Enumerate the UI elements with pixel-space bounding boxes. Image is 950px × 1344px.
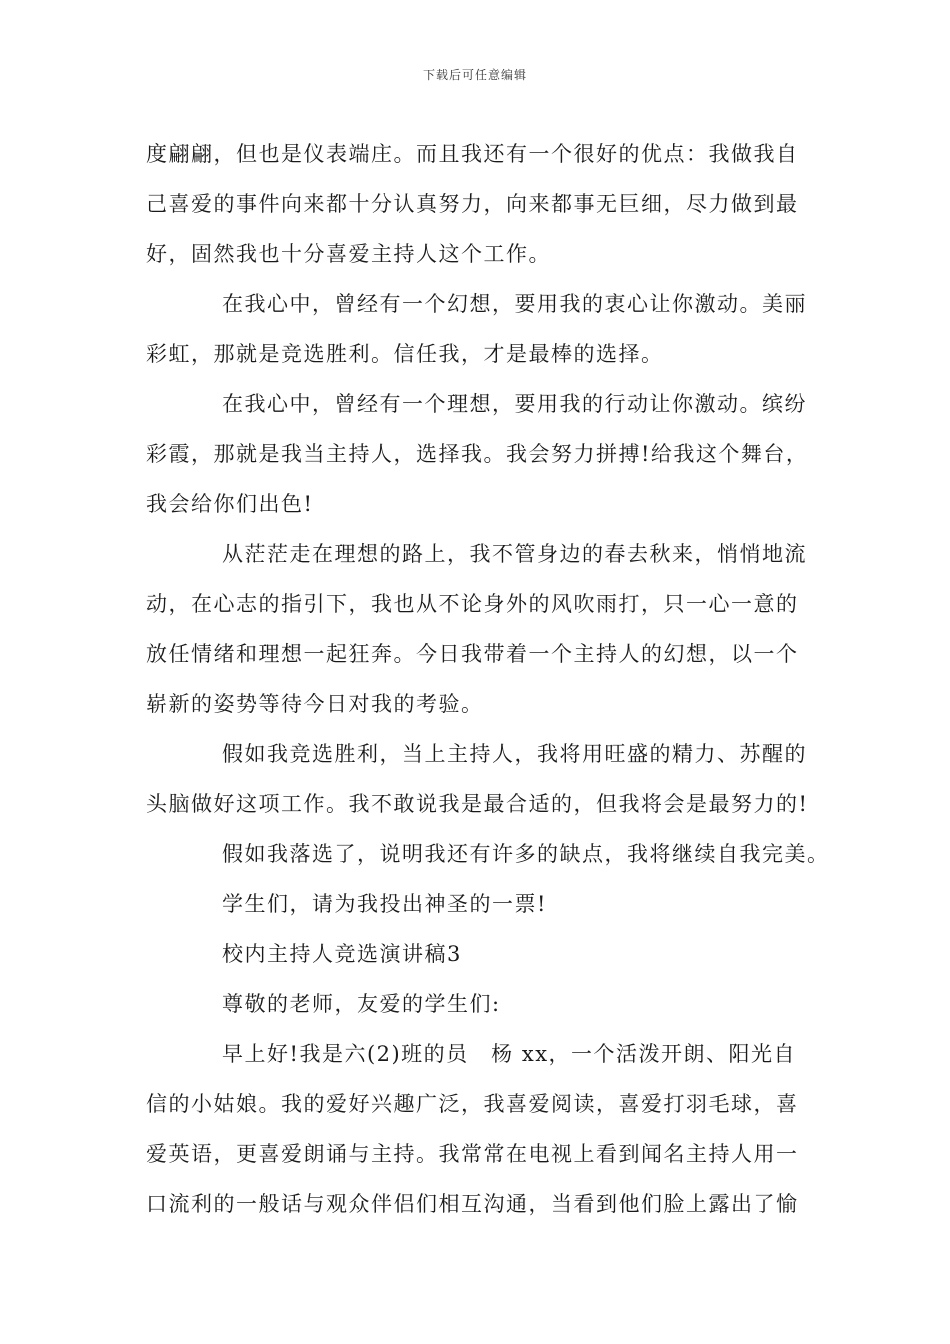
text-line: 彩虹，那就是竞选胜利。信任我，才是最棒的选择。: [146, 342, 664, 366]
text-line: 爱英语，更喜爱朗诵与主持。我常常在电视上看到闻名主持人用一: [146, 1142, 799, 1166]
paragraph-start-line: 在我心中，曾经有一个理想，要用我的行动让你激动。缤纷: [222, 392, 807, 416]
page-header: 下载后可任意编辑: [422, 68, 527, 82]
text-line: 放任情绪和理想一起狂奔。今日我带着一个主持人的幻想，以一个: [146, 642, 799, 666]
paragraph-start-line: 从茫茫走在理想的路上，我不管身边的春去秋来，悄悄地流: [222, 542, 807, 566]
text-line: 动，在心志的指引下，我也从不论身外的风吹雨打，只一心一意的: [146, 592, 799, 616]
text-line: 彩霞，那就是我当主持人，选择我。我会努力拼搏!给我这个舞台，: [146, 442, 809, 466]
paragraph-start-line: 早上好!我是六(2)班的员 杨 xx，一个活泼开朗、阳光自: [222, 1042, 797, 1066]
paragraph-start-line: 假如我落选了，说明我还有许多的缺点，我将继续自我完美。: [222, 842, 830, 866]
text-line: 头脑做好这项工作。我不敢说我是最合适的，但我将会是最努力的!: [146, 792, 809, 816]
text-line: 好，固然我也十分喜爱主持人这个工作。: [146, 242, 551, 266]
paragraph-start-line: 学生们，请为我投出神圣的一票!: [222, 892, 547, 916]
text-line: 度翩翩，但也是仪表端庄。而且我还有一个很好的优点：我做我自: [146, 142, 799, 166]
text-line: 信的小姑娘。我的爱好兴趣广泛，我喜爱阅读，喜爱打羽毛球，喜: [146, 1092, 799, 1116]
text-line: 崭新的姿势等待今日对我的考验。: [146, 692, 484, 716]
text-line: 口流利的一般话与观众伴侣们相互沟通，当看到他们脸上露出了愉: [146, 1192, 799, 1216]
salutation-line: 尊敬的老师，友爱的学生们:: [222, 992, 501, 1016]
paragraph-start-line: 假如我竞选胜利，当上主持人，我将用旺盛的精力、苏醒的: [222, 742, 807, 766]
section-title: 校内主持人竞选演讲稿3: [222, 942, 462, 966]
text-line: 己喜爱的事件向来都十分认真努力，向来都事无巨细，尽力做到最: [146, 192, 799, 216]
paragraph-start-line: 在我心中，曾经有一个幻想，要用我的衷心让你激动。美丽: [222, 292, 807, 316]
text-line: 我会给你们出色!: [146, 492, 314, 516]
